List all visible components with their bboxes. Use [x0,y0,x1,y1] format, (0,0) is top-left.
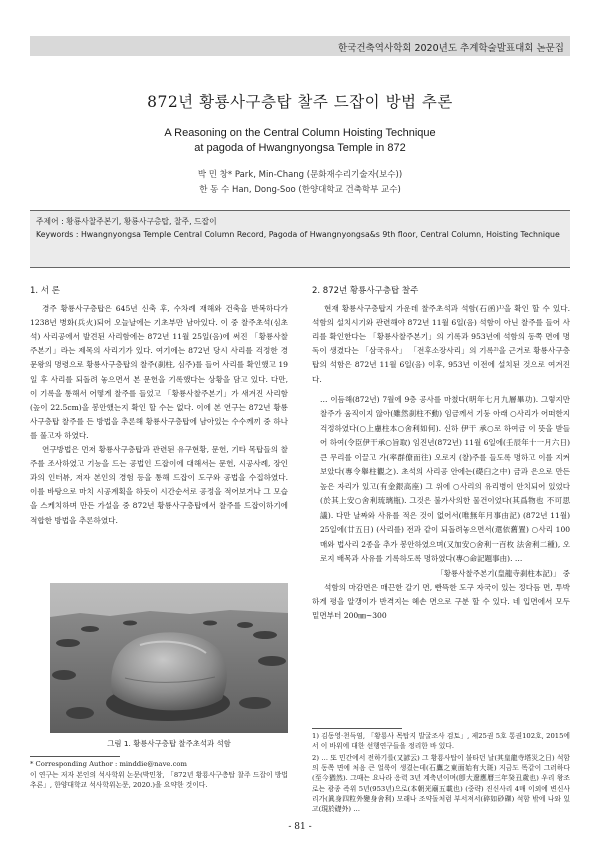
thesis-note: 이 연구는 저자 본인의 석사학위 논문(박민창, 「872년 황룡사구층탑 찰주 드잡이 방법 추론」, 한양대학교 석사학위논문, 2020.)을 요약한 것이다. [30,771,288,790]
header-bar [30,36,570,56]
left-column [30,284,288,528]
section-1-paragraph-2: 연구방법은 먼저 황룡사구층탑과 관련된 유구현황, 문헌, 기타 목탑들의 찰주를 조사하였고 기능을 드는 공법인 드잡이에 대해서는 문헌, 시공사례, 장인과의 인터뷰, 저자 본인의 경험 등을 통해 드잡이 도구와 공법을 수집하였다. 이를 바탕으로 마치 시공계획을 하듯이 시간순서로 공정을 적어보거나 그 모습을 스케치하며 만든 가설을 중 872년 황룡사구층탑에서 찰주를 드잡이하기에 적합한 방법을 추론하였다. [30,445,288,525]
section-1-heading: 1. 서 론 [30,286,60,296]
author-1: 박 민 창* Park, Min-Chang (문화재수리기술자(보수)) [197,170,403,180]
english-title-line-2: at pagoda of Hwangnyongsa Temple in 872 [194,142,406,154]
corresponding-author: * Corresponding Author : minddie@nave.com [30,760,187,768]
english-title-line-1: A Reasoning on the Central Column Hoisting Technique [164,127,436,139]
right-footnote-rule [312,728,402,729]
footnote-2: 2) … 또 민간에서 전하기를(又諺云) 그 황룡사탑이 불타던 날(其皇龍寺塔災之日) 석함의 동쪽 면에 처음 큰 얼룩이 생겼는데(石鷹之東面始有大斑) 지금도 똑같이 그러하다(至今猶然). 그때는 요나라 응력 3년 계축년이며(卽大遼應曆三年癸丑歲也) 우리 왕조로는 광종 즉위 5년(953년)으로(本朝光廟五載也) (중략) 진신사리 4매 이외에 변신사리가(眞身四粒外變身舍利) 모래나 조약돌처럼 부서져서(碎如砂礫) 석함 밖에 나와 있고(現於礎外) … [312,754,570,814]
stone-column-base-photo [50,583,288,733]
section-2-paragraph-2: 석함의 마감면은 매끈한 갈기 면, 빤뜩한 도구 자국이 있는 정다듬 면, 투박하게 평을 알갱이가 반격지는 혜손 면으로 구분 할 수 있다. 네 입면에서 모두 밑면부터 200㎜~300 [312,582,570,620]
paper-title: 872년 황룡사구층탑 찰주 드잡이 방법 추론 [147,93,453,111]
page-number: - 81 - [288,822,312,832]
keywords-korean: 주제어 : 황룡사찰주본기, 황룡사구층탑, 찰주, 드잡이 [36,217,217,226]
section-1-paragraph-1: 경주 황룡사구층탑은 645년 신축 후, 수차례 재해와 건축을 반복하다가 1238년 병화(兵火)되어 오늘날에는 기초부만 남아있다. 이 중 찰주초석(심초석) 사리공에서 발견된 사리함에는 872년 11월 25일(음)에 써진 「황룡사찰주본기」라는 제목의 사리기가 있다. 여기에는 872년 당시 사리를 걱정한 경문왕의 명령으로 황룡사구층탑의 찰주(刹柱, 심주)를 들어 사리를 확인했고 19일 후 사리를 되돌려 놓으면서 본 문헌을 기록했다는 상황을 담고 있다. 다만, 이 기록을 통해서 어떻게 찰주를 들었고 「황룡사찰주본기」가 새겨진 사리함(높이 22.5cm)을 봉안했는지 확인 할 수는 없다. 이에 본 연구는 872년 황룡사구층탑 찰주를 든 방법을 추론해 황룡사구층탑에 남아있는 수수께끼 중 하나를 풀고자 하였다. [30,304,288,440]
footnote-1: 1) 김동영·천득염, 「황룡사 목탑지 발굴조사 검토」, 제25권 5호 통권102호, 2015에서 이 바위에 대한 선행연구들을 정리한 바 있다. [312,732,570,751]
left-footnote-rule [30,756,120,757]
author-2: 한 동 수 Han, Dong-Soo (한양대학교 건축학부 교수) [199,185,401,195]
quote-source: 「황룡사찰주본기(皇龍寺刹柱本記)」 중 [436,568,570,578]
figure-1-caption: 그림 1. 황룡사구층탑 찰주초석과 석함 [107,739,231,748]
right-column [312,284,570,623]
conference-name: 한국건축역사학회 2020년도 추계학술발표대회 논문집 [338,43,564,54]
keywords-english: Keywords : Hwangnyongsa Temple Central Column Record, Pagoda of Hwangnyongsa&s 9th floor, Central Column, Hoisting Technique [36,230,560,239]
section-2-paragraph-1: 현재 황룡사구층탑지 가운데 찰주초석과 석함(石函)¹⁾을 확인 할 수 있다. 석함의 설치시기와 관련해야 872년 11월 6일(음) 석함이 아닌 찰주를 들어 사리를 확인한다는 「황룡사찰주본기」의 기록과 953년에 석함의 동쪽 면에 명독이 생겼다는 「삼국유사」 「전후소장사리」의 기록²⁾을 근거로 황룡사구층탑의 석함은 872년 11월 6일(음) 이후, 953년 이전에 설치된 것으로 여겨진다. [312,304,570,384]
record-quote: … 이듬해(872년) 7월에 9층 공사를 마쳤다(明年七月九層畢功). 그렇지만 찰주가 움직이지 않아(雖然刹柱不動) 임금께서 기둥 아래 ○사리가 어떠한지 걱정하였다(○上慮柱本○舍利如何). 신하 伊干 承○로 하여금 이 뜻을 받들어 하여(令臣伊干承○旨取) 임진년(872년) 11월 6일에(壬辰年十一月六日) 큰 무리를 이끌고 가(率群僚而往) 오로지 (찰)주를 들도록 명하고 이를 지켜보았다(專令舉柱觀之). 초석의 사리공 안에는(礎臼之中) 금과 은으로 만든 높은 자리가 있고(有金銀高座) 그 위에 ○사리의 유리병이 안치되어 있었다(於其上安○舍利琉璃瓶). 그것은 불가사의한 물건이었다(其爲物也 不可思議). 다만 날짜와 사유를 적은 것이 없어서(唯無年月事由記) (872년 11월) 25일에(廿五日) (사리를) 전과 같이 되돌려놓으면서(還依舊置) ○사리 100매와 법사리 2종을 추가 봉안하였으며(又加安○舍利一百枚 法舍利二種), 오로지 배목과 사유를 기록하도록 명하였다(專○命記題事由). … [320,394,570,564]
section-2-heading: 2. 872년 황룡사구층탑 찰주 [312,286,419,296]
keywords-box [30,210,570,268]
